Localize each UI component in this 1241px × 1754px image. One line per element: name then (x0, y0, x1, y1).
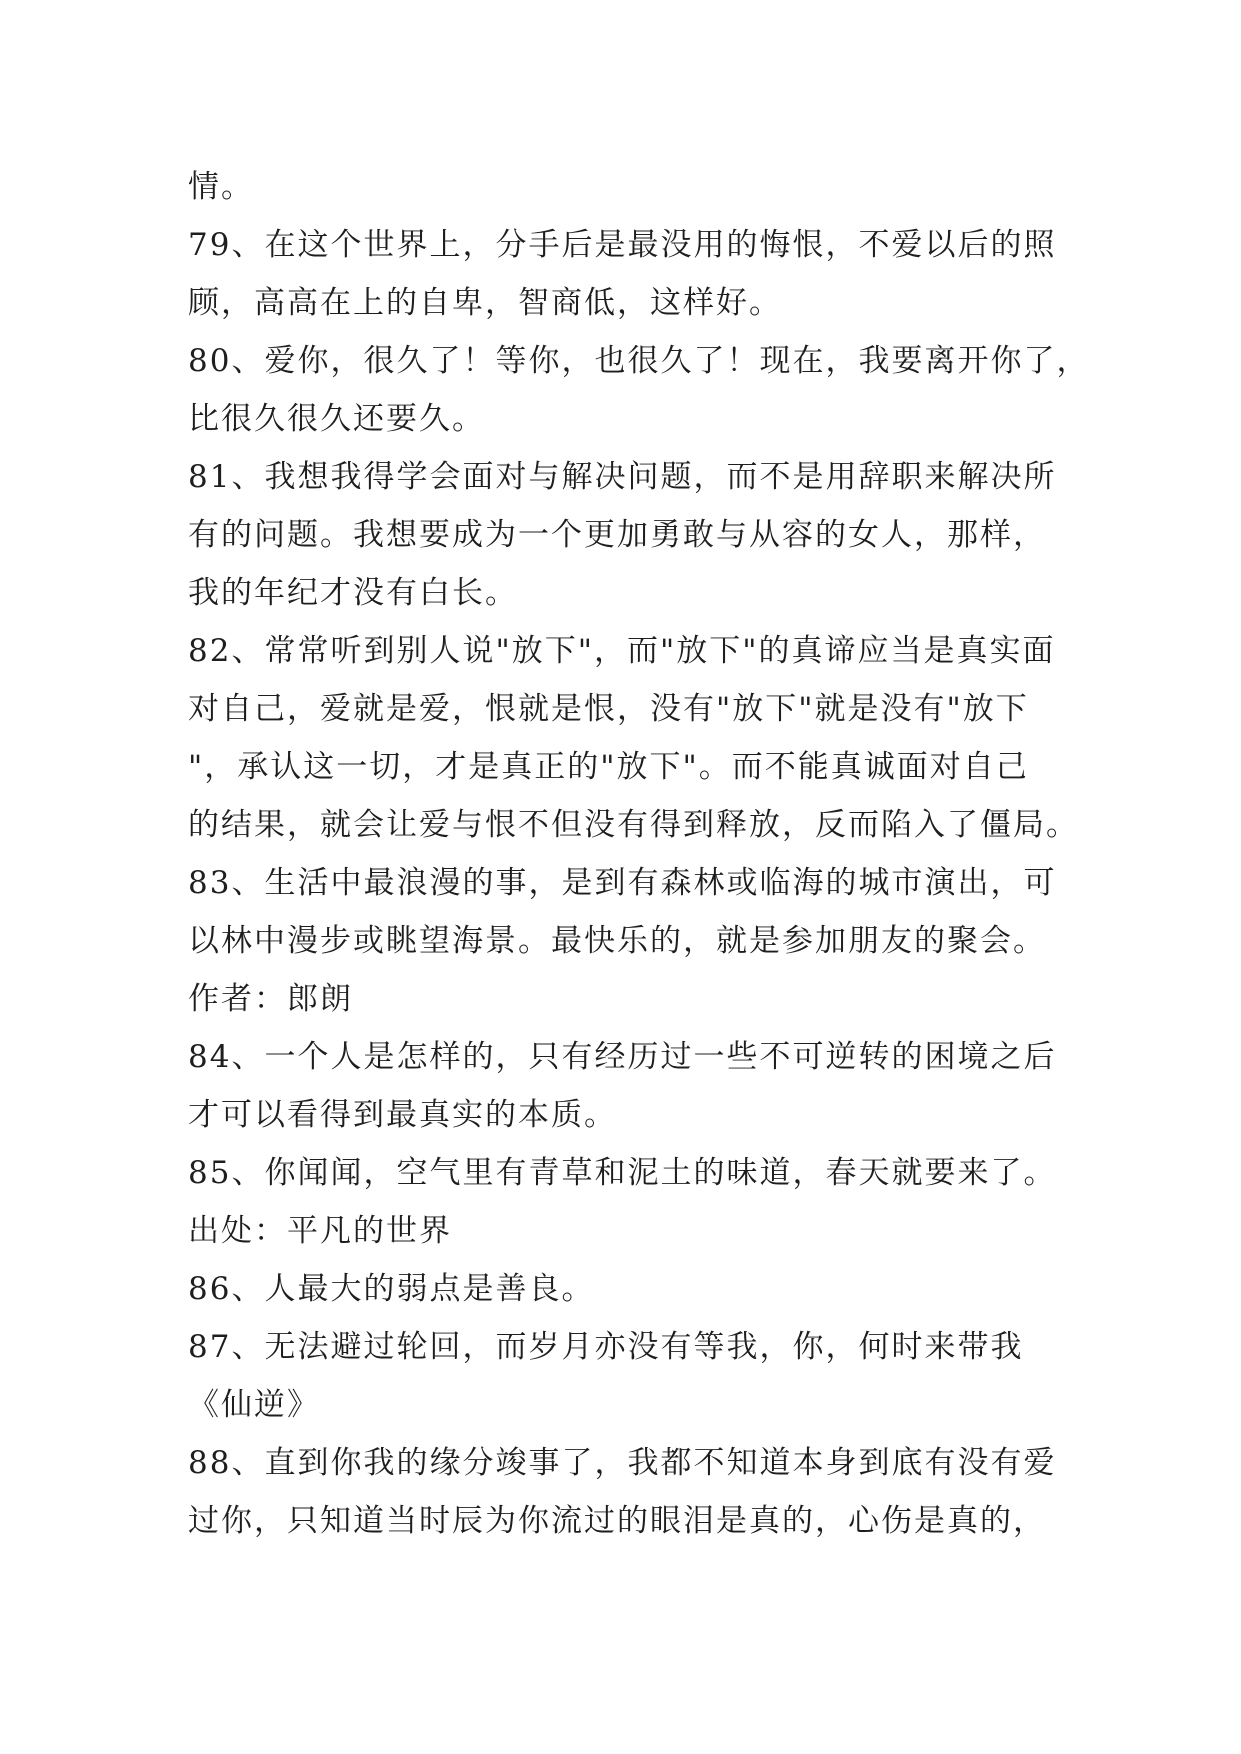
text-line: 对自己，爱就是爱，恨就是恨，没有"放下"就是没有"放下 (188, 691, 1029, 727)
text-line: 以林中漫步或眺望海景。最快乐的，就是参加朋友的聚会。 (188, 923, 1046, 959)
text-line: 顾，高高在上的自卑，智商低，这样好。 (188, 285, 782, 321)
text-line: 82、常常听到别人说"放下"，而"放下"的真谛应当是真实面 (188, 633, 1056, 669)
text-line: 81、我想我得学会面对与解决问题，而不是用辞职来解决所 (188, 459, 1057, 495)
text-line: 才可以看得到最真实的本质。 (188, 1097, 617, 1133)
text-line: 86、人最大的弱点是善良。 (188, 1271, 595, 1307)
text-line: 《仙逆》 (188, 1387, 320, 1423)
text-line: 88、直到你我的缘分竣事了，我都不知道本身到底有没有爱 (188, 1445, 1057, 1481)
text-line: 我的年纪才没有白长。 (188, 575, 518, 611)
text-line: 比很久很久还要久。 (188, 401, 485, 437)
text-line: 过你，只知道当时辰为你流过的眼泪是真的，心伤是真的， (188, 1503, 1046, 1539)
text-line: 83、生活中最浪漫的事，是到有森林或临海的城市演出，可 (188, 865, 1057, 901)
text-line: 85、你闻闻，空气里有青草和泥土的味道，春天就要来了。 (188, 1155, 1057, 1191)
text-line: 87、无法避过轮回，而岁月亦没有等我，你，何时来带我 (188, 1329, 1024, 1365)
body-text (188, 158, 1090, 1550)
text-line: 84、一个人是怎样的，只有经历过一些不可逆转的困境之后 (188, 1039, 1057, 1075)
text-line: 作者：郎朗 (188, 981, 353, 1017)
text-line: 情。 (188, 169, 254, 205)
text-line: "，承认这一切，才是真正的"放下"。而不能真诚面对自己 (188, 749, 1029, 785)
text-line: 有的问题。我想要成为一个更加勇敢与从容的女人，那样， (188, 517, 1046, 553)
text-line: 80、爱你，很久了！等你，也很久了！现在，我要离开你了， (188, 343, 1090, 379)
text-line: 79、在这个世界上，分手后是最没用的悔恨，不爱以后的照 (188, 227, 1057, 263)
text-line: 的结果，就会让爱与恨不但没有得到释放，反而陷入了僵局。 (188, 807, 1079, 843)
text-line: 出处：平凡的世界 (188, 1213, 452, 1249)
